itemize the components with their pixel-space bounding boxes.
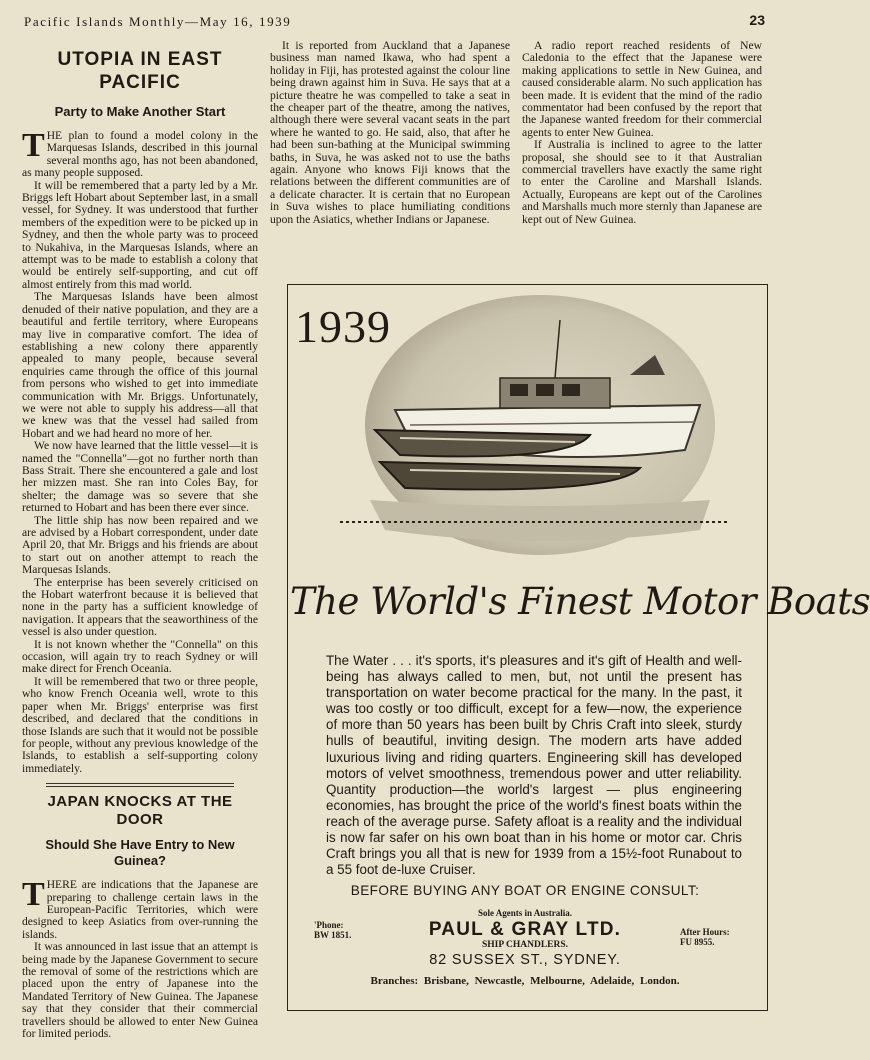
column-3 <box>522 40 762 226</box>
ad-after-hours-number: FU 8955. <box>680 937 715 947</box>
motor-boats-photo <box>340 290 730 560</box>
ad-body-text: The Water . . . it's sports, it's pleasures and it's gift of Health and well-being has always called to men, but, not until the present has transportation on water become practical for the many. In the past, it was too costly or too difficult, except for a few—now, the experience of more than 50 years has been built by Chris Craft into sleek, sturdy hulls of beautiful, inviting design. The modern arts have added luxurious living and riding quarters. Engineering skill has developed motors of velvet smoothness, tremendous power and utter reliability. Quantity production—the world's largest — plus engineering economies, has brought the price of the world's finest boats within the reach of the average purse. Safety afloat is a reality and the individual is now far safer on his own boat than in his home or motor car. Chris Craft brings you all that is new for 1939 from a 15½-foot Runabout to a 55 foot de-luxe Cruiser. <box>326 653 742 878</box>
running-title: Pacific Islands Monthly—May 16, 1939 <box>24 14 292 29</box>
ad-phone-label: 'Phone: <box>314 920 344 930</box>
running-header <box>24 14 765 30</box>
article-utopia-paragraph: The Marquesas Islands have been almost denuded of their native population, and they are a beautiful and fertile territory, where Europeans may live in comparative comfort. The idea of establishing a new colony there apparently appealed to many people, because several enquiries came through the office of this journal from persons who wished to get into immediate communication with Mr. Briggs. Unfortunately, we were not able to supply his address—all that we knew was that the vessel had sailed from Hobart and we had heard no more of her. <box>22 290 258 440</box>
article-japan-paragraph: It is reported from Auckland that a Japanese business man named Ikawa, who had spent a holiday in Fiji, has protested against the colour line being drawn against him in Suva. He says that at a picture theatre he was compelled to take a seat in the cheaper part of the theatre, among the natives, although there were several vacant seats in the part where he wanted to go. He said, also, that after he had been sun-bathing at the Municipal swimming baths, in Suva, he was asked not to use the baths again. Anyone who knows Fiji knows that the relations between the different communities are of a delicate character. It is certain that no European in Suva wishes to place humiliating conditions upon the Asiatics, whether Indians or Japanese. <box>270 39 510 226</box>
ad-sole-agents: Sole Agents in Australia. <box>477 908 572 918</box>
column-2 <box>270 40 510 226</box>
ad-company-name: PAUL & GRAY LTD. <box>428 919 622 940</box>
section-divider <box>46 786 234 787</box>
article-japan-paragraph: A radio report reached residents of New Caledonia to the effect that the Japanese were making applications to settle in New Guinea, and caused considerable alarm. No such application has been made. It is evident that the mind of the radio commentator had been confused by the report that the Japanese wanted freedom for their commercial agents to enter New Guinea. <box>522 39 762 139</box>
column-1 <box>22 40 258 1040</box>
article-utopia-paragraph: It will be remembered that a party led by a Mr. Briggs left Hobart about September last, in a small vessel, for Sydney. It was understood that further members of the expedition were to be picked up in Sydney, and then the whole party was to proceed to Nukahiva, in the Marquesas Islands, where an attempt was to be made to establish a colony that would be entirely self-supporting, and cut off almost entirely from this mad world. <box>22 178 258 291</box>
article-japan-subtitle: Should She Have Entry to New Guinea? <box>45 837 235 869</box>
article-utopia-subtitle: Party to Make Another Start <box>54 104 226 119</box>
ad-consult-line: BEFORE BUYING ANY BOAT OR ENGINE CONSULT: <box>350 883 700 898</box>
ad-branches: Branches: Brisbane, Newcastle, Melbourne, Adelaide, London. <box>370 975 680 987</box>
article-utopia-paragraph: The enterprise has been severely criticised on the Hobart waterfront because it is believed that none in the party has a sufficient knowledge of navigation. It appears that the seaworthiness of the vessel is also under question. <box>22 575 258 639</box>
article-japan-title: JAPAN KNOCKS AT THE DOOR <box>47 793 233 829</box>
ad-slogan: The World's Finest Motor Boats <box>290 580 870 623</box>
article-japan-paragraph: THERE are indications that the Japanese are preparing to challenge certain laws in the European-Pacific Territories, which were designed to keep Asiatics from over-running the islands. <box>22 876 258 941</box>
ad-phone-number: BW 1851. <box>314 930 352 940</box>
article-utopia-paragraph: We now have learned that the little vessel—it is named the "Connella"—got no further north than Bass Strait. There she encountered a gale and lost her mizzen mast. She ran into Coles Bay, for shelter; the damage was so severe that she returned to Hobart and has been there ever since. <box>22 439 258 515</box>
drop-cap: T <box>22 127 45 164</box>
section-divider <box>46 783 234 784</box>
ad-after-hours-label: After Hours: <box>680 927 730 937</box>
ad-after-hours <box>680 927 730 947</box>
article-japan-paragraph: It was announced in last issue that an attempt is being made by the Japanese Government to secure the removal of some of the restrictions which are placed upon the entry of Japanese into the Mandated Territory of New Guinea. The Japanese say that they consider that their commercial travellers should be allowed to enter New Guinea for limited periods. <box>22 940 258 1040</box>
article-utopia-paragraph: It is not known whether the "Connella" on this occasion, will again try to reach Sydney or will make direct for French Oceania. <box>22 637 258 676</box>
ad-ship-chandlers: SHIP CHANDLERS. <box>481 940 569 950</box>
article-utopia-paragraph: It will be remembered that two or three people, who know French Oceania well, wrote to this paper when Mr. Briggs' enterprise was first described, and declared that the conditions in those Islands are such that it would not be possible for people, without any previous knowledge of the Islands, to establish a self-supporting colony immediately. <box>22 674 258 775</box>
article-utopia-title: UTOPIA IN EAST PACIFIC <box>57 49 223 93</box>
article-utopia-paragraph: THE plan to found a model colony in the Marquesas Islands, described in this journal several months ago, has not been abandoned, as many people supposed. <box>22 127 258 180</box>
ad-year: 1939 <box>295 301 391 352</box>
ad-address: 82 SUSSEX ST., SYDNEY. <box>429 952 621 968</box>
page-number: 23 <box>749 12 765 28</box>
article-japan-paragraph: If Australia is inclined to agree to the latter proposal, she should see to it that Australian commercial travellers have exactly the same right to enter the Caroline and Marshall Islands. Actually, Europeans are kept out of the Carolines and Marshalls much more sternly than Japanese are kept out of New Guinea. <box>522 138 762 226</box>
drop-cap: T <box>22 876 45 914</box>
ad-phone <box>314 920 351 940</box>
article-utopia-paragraph: The little ship has now been repaired and we are advised by a Hobart correspondent, under date April 20, that Mr. Briggs and his friends are about to start out on another attempt to reach the Marquesas Islands. <box>22 513 258 577</box>
